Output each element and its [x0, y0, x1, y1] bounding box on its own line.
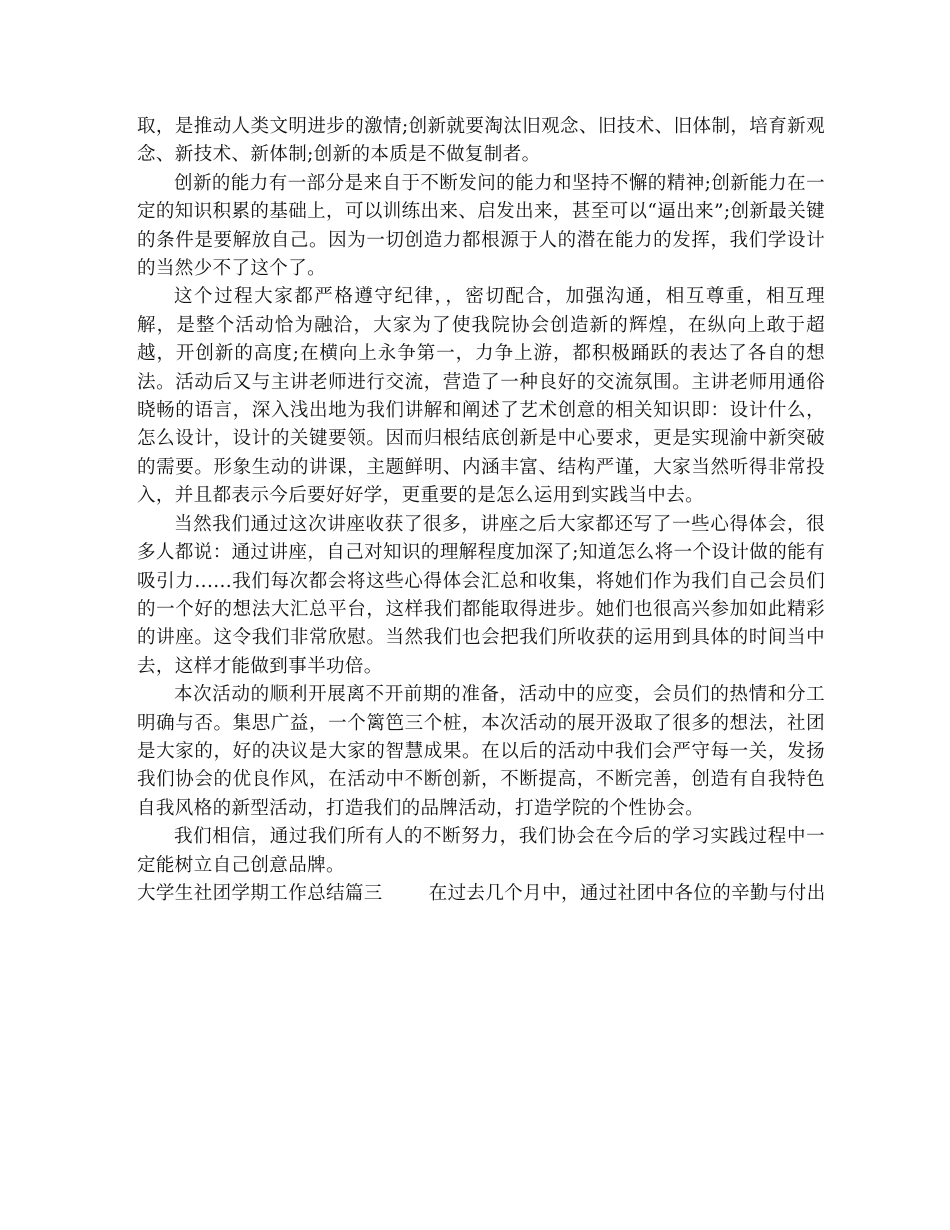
paragraph-3: 这个过程大家都严格遵守纪律，，密切配合，加强沟通，相互尊重，相互理解，是整个活动恰为融洽，大家为了使我院协会创造新的辉煌，在纵向上敢于超越，开创新的高度;在横向上永争第一，力争上游，都积极踊跃的表达了各自的想法。活动后又与主讲老师进行交流，营造了一种良好的交流氛围。主讲老师用通俗晓畅的语言，深入浅出地为我们讲解和阐述了艺术创意的相关知识即：设计什么，怎么设计，设计的关键要领。因而归根结底创新是中心要求，更是实现渝中新突破的需要。形象生动的讲课，主题鲜明、内涵丰富、结构严谨，大家当然听得非常投入，并且都表示今后要好好学，更重要的是怎么运用到实践当中去。 — [137, 286, 825, 507]
section-heading: 大学生社团学期工作总结篇三 — [137, 882, 383, 904]
section-heading-line — [137, 880, 825, 908]
paragraph-5: 本次活动的顺利开展离不开前期的准备，活动中的应变，会员们的热情和分工明确与否。集思广益，一个篱笆三个桩，本次活动的展开汲取了很多的想法，社团是大家的，好的决议是大家的智慧成果。在以后的活动中我们会严守每一关，发扬我们协会的优良作风，在活动中不断创新，不断提高，不断完善，创造有自我特色自我风格的新型活动，打造我们的品牌活动，打造学院的个性协会。 — [137, 684, 825, 819]
document-body — [137, 113, 825, 908]
paragraph-4: 当然我们通过这次讲座收获了很多，讲座之后大家都还写了一些心得体会，很多人都说：通过讲座，自己对知识的理解程度加深了;知道怎么将一个设计做的能有吸引力......我们每次都会将这些心得体会汇总和收集，将她们作为我们自己会员们的一个好的想法大汇总平台，这样我们都能取得进步。她们也很高兴参加如此精彩的讲座。这令我们非常欣慰。当然我们也会把我们所收获的运用到具体的时间当中去，这样才能做到事半功倍。 — [137, 513, 825, 677]
paragraph-6: 我们相信，通过我们所有人的不断努力，我们协会在今后的学习实践过程中一定能树立自己创意品牌。 — [137, 826, 825, 876]
paragraph-1: 取，是推动人类文明进步的激情;创新就要淘汰旧观念、旧技术、旧体制，培育新观念、新技术、新体制;创新的本质是不做复制者。 — [137, 116, 825, 166]
paragraph-2: 创新的能力有一部分是来自于不断发问的能力和坚持不懈的精神;创新能力在一定的知识积累的基础上，可以训练出来、启发出来，甚至可以“逼出来”;创新最关键的条件是要解放自己。因为一切创造力都根源于人的潜在能力的发挥，我们学设计的当然少不了这个了。 — [137, 172, 825, 280]
section-continuation: 在过去几个月中，通过社团中各位的辛勤与付出 — [428, 882, 826, 904]
